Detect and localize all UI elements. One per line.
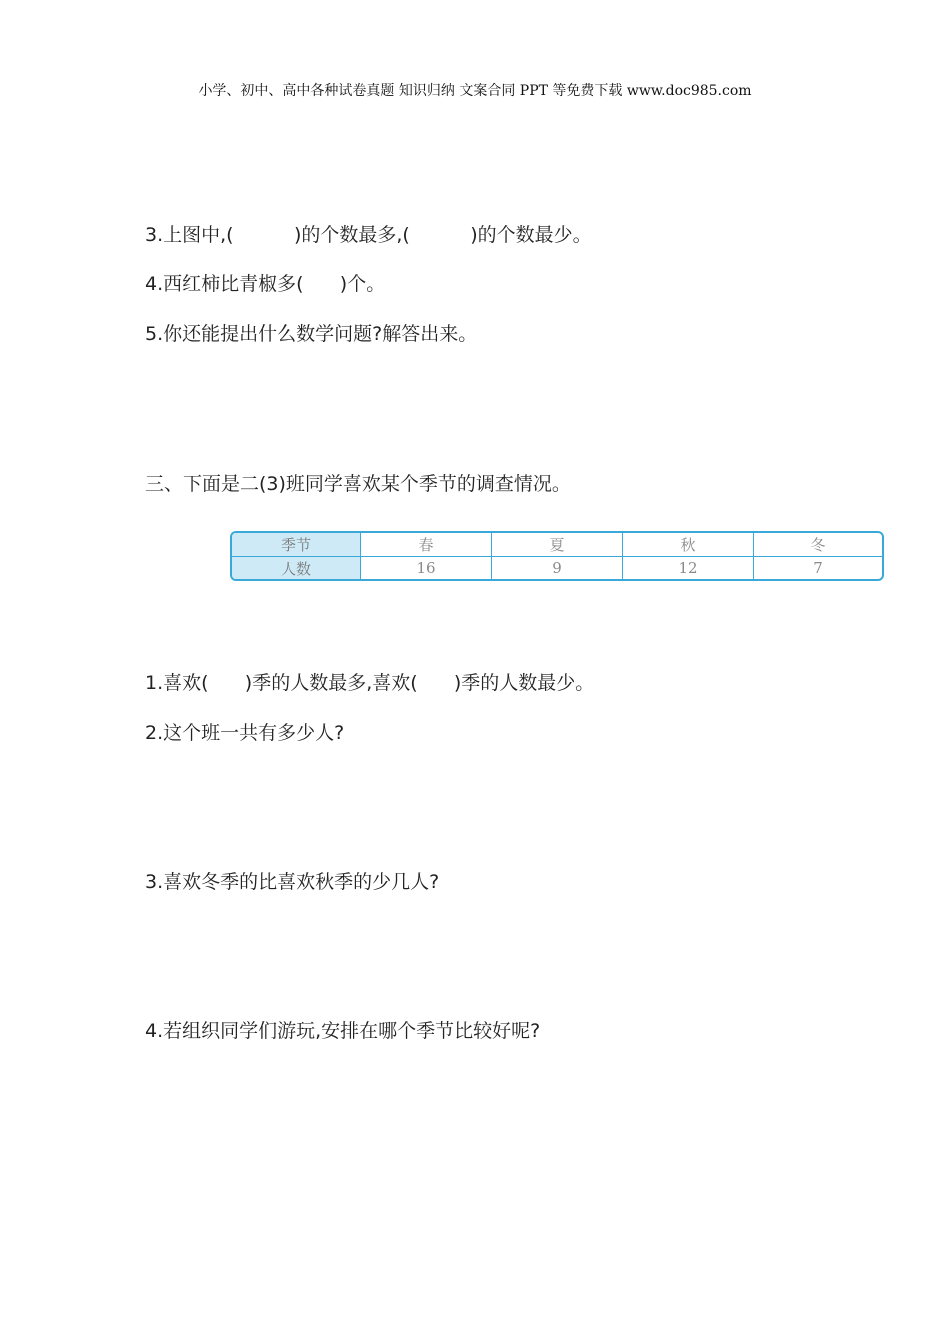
section-3-question-1: 1.喜欢( )季的人数最多,喜欢( )季的人数最少。 — [145, 672, 595, 694]
question-4-tomato-vs-pepper: 4.西红柿比青椒多( )个。 — [145, 273, 386, 295]
question-5-pose-problem: 5.你还能提出什么数学问题?解答出来。 — [145, 323, 478, 345]
table-row-label: 人数 — [232, 557, 361, 579]
section-3-question-4: 4.若组织同学们游玩,安排在哪个季节比较好呢? — [145, 1020, 541, 1042]
section-3-question-2: 2.这个班一共有多少人? — [145, 722, 345, 744]
question-3-most-least: 3.上图中,( )的个数最多,( )的个数最少。 — [145, 224, 592, 246]
table-season-spring: 春 — [361, 533, 492, 557]
table-season-winter: 冬 — [754, 533, 882, 557]
table-count-spring: 16 — [361, 557, 492, 579]
table-count-autumn: 12 — [623, 557, 754, 579]
section-3-title: 三、下面是二(3)班同学喜欢某个季节的调查情况。 — [145, 473, 571, 495]
table-count-winter: 7 — [813, 559, 823, 577]
table-count-summer: 9 — [492, 557, 623, 579]
season-survey-table — [230, 531, 884, 581]
table-season-autumn: 秋 — [623, 533, 754, 557]
table-season-summer: 夏 — [492, 533, 623, 557]
table-header-label: 季节 — [232, 533, 361, 557]
section-3-question-3: 3.喜欢冬季的比喜欢秋季的少几人? — [145, 871, 440, 893]
site-header-banner: 小学、初中、高中各种试卷真题 知识归纳 文案合同 PPT 等免费下载 www.doc985.com — [198, 83, 752, 99]
